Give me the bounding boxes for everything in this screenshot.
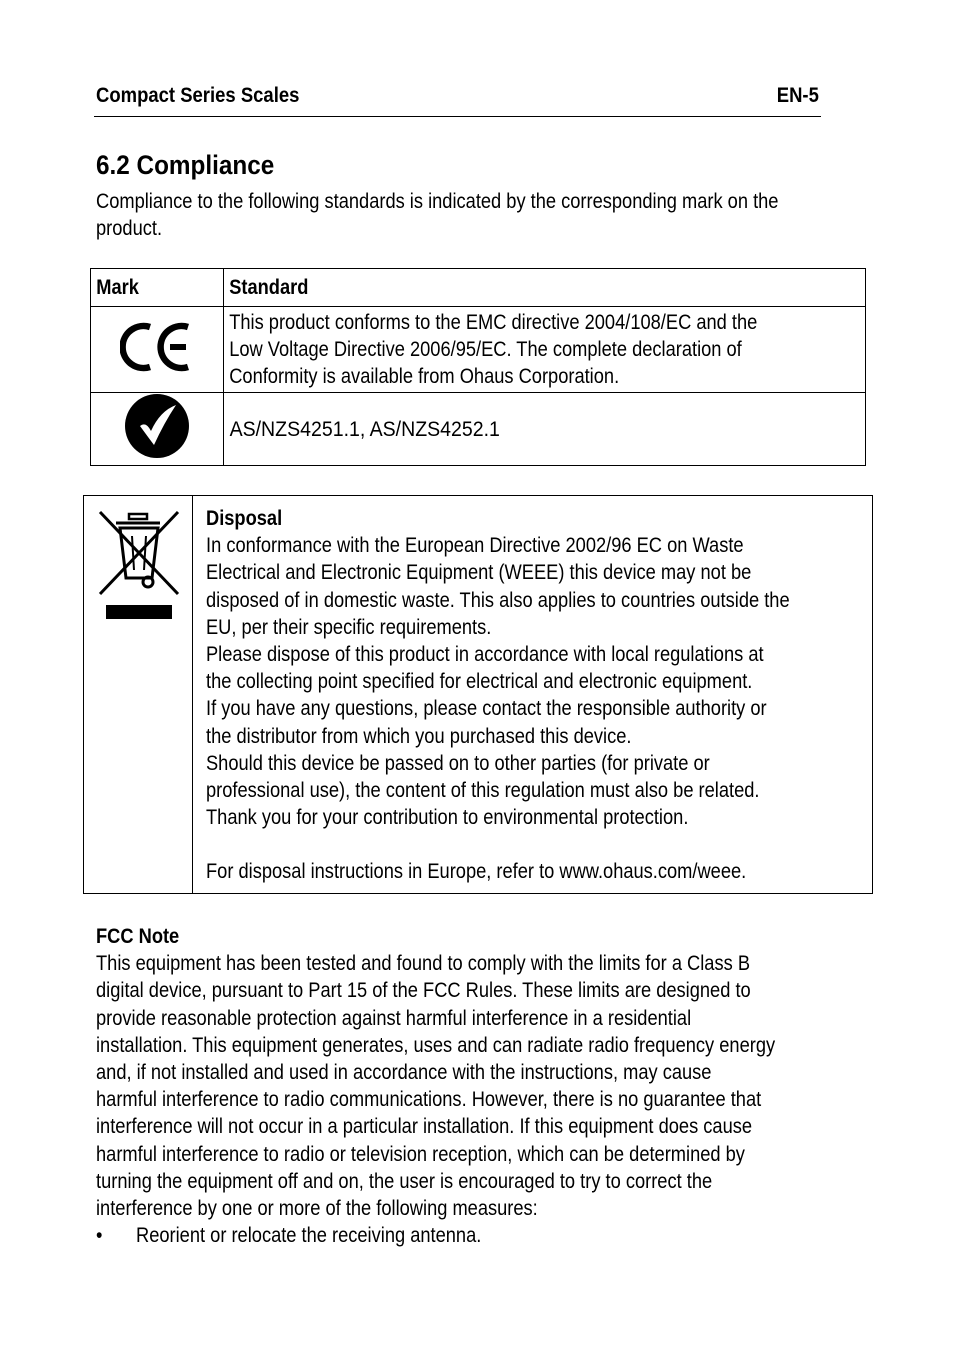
disposal-line: the collecting point specified for electrical and electronic equipment. bbox=[206, 670, 753, 694]
page-number: EN-5 bbox=[776, 84, 819, 107]
disposal-text bbox=[206, 505, 867, 886]
standard-line: Low Voltage Directive 2006/95/EC. The complete declaration of bbox=[229, 338, 742, 361]
mark-cell bbox=[91, 393, 224, 466]
disposal-icon-column bbox=[84, 496, 193, 893]
disposal-footer: For disposal instructions in Europe, refer to www.ohaus.com/weee. bbox=[206, 860, 747, 884]
standard-line: This product conforms to the EMC directive 2004/108/EC and the bbox=[229, 311, 758, 334]
disposal-line: In conformance with the European Directive 2002/96 EC on Waste bbox=[206, 534, 744, 558]
fcc-title: FCC Note bbox=[96, 925, 180, 948]
fcc-line: interference will not occur in a particular installation. If this equipment does cause bbox=[96, 1115, 753, 1139]
standard-line: AS/NZS4251.1, AS/NZS4252.1 bbox=[229, 417, 500, 441]
mark-cell bbox=[91, 307, 224, 393]
disposal-title: Disposal bbox=[206, 507, 283, 530]
fcc-line: This equipment has been tested and found to comply with the limits for a Class B bbox=[96, 952, 751, 976]
list-item bbox=[96, 1222, 879, 1249]
fcc-line: provide reasonable protection against harmful interference in a residential bbox=[96, 1006, 692, 1030]
fcc-note bbox=[96, 923, 879, 1249]
disposal-line: Should this device be passed on to other parties (for private or bbox=[206, 751, 710, 775]
standard-cell bbox=[224, 393, 866, 466]
disposal-line: Please dispose of this product in accordance with local regulations at bbox=[206, 643, 764, 667]
fcc-line: turning the equipment off and on, the user is encouraged to try to correct the bbox=[96, 1169, 713, 1193]
header-cell-standard: Standard bbox=[224, 269, 866, 307]
ce-mark-icon bbox=[120, 321, 194, 373]
fcc-line: harmful interference to radio or television reception, which can be determined by bbox=[96, 1142, 745, 1166]
disposal-line: Electrical and Electronic Equipment (WEEE) this device may not be bbox=[206, 561, 752, 585]
fcc-line: interference by one or more of the following measures: bbox=[96, 1197, 538, 1221]
standard-line: Conformity is available from Ohaus Corporation. bbox=[229, 365, 620, 388]
header-title: Compact Series Scales bbox=[96, 84, 300, 107]
fcc-line: harmful interference to radio communications. However, there is no guarantee that bbox=[96, 1088, 762, 1112]
disposal-line: Thank you for your contribution to environmental protection. bbox=[206, 806, 689, 830]
section-title: 6.2 Compliance bbox=[96, 150, 275, 180]
bullet-text: Reorient or relocate the receiving antenna. bbox=[136, 1224, 482, 1248]
header-cell-mark: Mark bbox=[91, 269, 224, 307]
fcc-line: and, if not installed and used in accordance with the instructions, may cause bbox=[96, 1061, 712, 1085]
spacer bbox=[206, 831, 867, 858]
table-row bbox=[91, 393, 866, 466]
fcc-line: installation. This equipment generates, uses and can radiate radio frequency energy bbox=[96, 1033, 776, 1057]
table-row bbox=[91, 307, 866, 393]
disposal-line: professional use), the content of this regulation must also be related. bbox=[206, 779, 760, 803]
bullet-icon: • bbox=[96, 1224, 103, 1248]
c-tick-mark-icon bbox=[124, 393, 190, 459]
disposal-line: If you have any questions, please contact the responsible authority or bbox=[206, 697, 767, 721]
table-header-row bbox=[91, 269, 866, 307]
page-header bbox=[94, 80, 821, 117]
standard-cell bbox=[224, 307, 866, 393]
fcc-line: digital device, pursuant to Part 15 of the FCC Rules. These limits are designed to bbox=[96, 979, 751, 1003]
compliance-table bbox=[90, 268, 866, 466]
weee-crossed-bin-icon bbox=[96, 508, 184, 628]
disposal-line: the distributor from which you purchased this device. bbox=[206, 724, 632, 748]
disposal-line: disposed of in domestic waste. This also applies to countries outside the bbox=[206, 588, 790, 612]
disposal-line: EU, per their specific requirements. bbox=[206, 615, 492, 639]
intro-paragraph: Compliance to the following standards is indicated by the corresponding mark on the product. bbox=[96, 190, 779, 240]
disposal-box bbox=[83, 495, 873, 894]
